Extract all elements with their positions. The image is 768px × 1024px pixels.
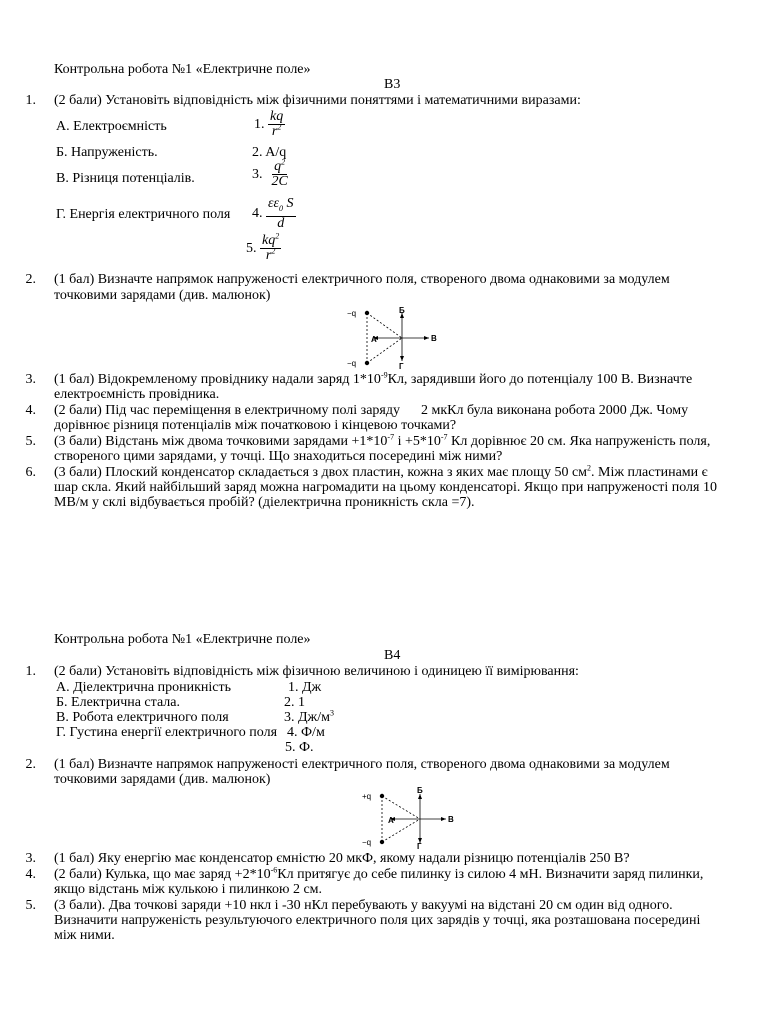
v4-q4-line2: якщо відстань між кулькою і пилинкою 2 см. bbox=[54, 882, 323, 897]
v3-heading: Контрольна робота №1 «Електричне поле» bbox=[54, 62, 311, 77]
formula-q2-over-2c: $\frac{q^2}{2C}$ bbox=[271, 157, 288, 189]
v4-q5-line2: Визначити напруженість результуючого електричного поля цих зарядів у точці, яка розташована посередині bbox=[54, 913, 701, 928]
v4-q1-text: (2 бали) Установіть відповідність між фізичною величиною і одиницею її вимірювання: bbox=[54, 664, 579, 679]
v3-q1-option-1: 1. $\frac{kq}{r^2}$ bbox=[254, 109, 284, 139]
v3-q3-number: 3. bbox=[25, 372, 36, 387]
v4-q1-right-3: 3. $Дж/м^3$ bbox=[284, 708, 334, 725]
v4-q1-right-2: 2. 1 bbox=[284, 695, 305, 710]
v4-heading: Контрольна робота №1 «Електричне поле» bbox=[54, 632, 311, 647]
svg-text:Б: Б bbox=[417, 787, 423, 795]
v3-q4-line2: дорівнює різниця потенціалів між початковою і кінцевою точками? bbox=[54, 418, 457, 433]
svg-text:Г: Г bbox=[417, 842, 422, 849]
v4-variant: В4 bbox=[384, 648, 401, 663]
v4-q4-line1: (2 бали) Кулька, що має заряд $+2*10^{-6}Кл$ притягує до себе пилинку із силою 4 мН. Визначити заряд пилинки, bbox=[54, 865, 704, 882]
svg-text:В: В bbox=[448, 815, 454, 824]
v3-q1-option-3: 3. $\frac{q^2}{2C}$ bbox=[252, 157, 288, 189]
v3-q4-number: 4. bbox=[25, 403, 36, 418]
formula-kq2-over-r2: $\frac{kq^2}{r^2}$ bbox=[262, 231, 280, 263]
v4-q1-left-b: Б. Електрична стала. bbox=[56, 695, 180, 710]
svg-text:−q: −q bbox=[347, 359, 357, 368]
v3-q2-line2: точковими зарядами (див. малюнок) bbox=[54, 288, 271, 303]
v3-q5-line2: створеного цими зарядами, у точці. Що знаходиться посередині між ними? bbox=[54, 449, 503, 464]
v3-q4-line1: (2 бали) Під час переміщення в електричному полі заряду 2 мкКл була виконана робота 2000 Дж. Чому bbox=[54, 403, 689, 418]
v3-q1-text: (2 бали) Установіть відповідність між фізичними поняттями і математичними виразами: bbox=[54, 93, 581, 108]
v3-q5-number: 5. bbox=[25, 434, 36, 449]
svg-text:Б: Б bbox=[399, 306, 405, 315]
v4-q4-number: 4. bbox=[25, 867, 36, 882]
v3-q6-line1: (3 бали) Плоский конденсатор складається з двох пластин, кожна з яких має площу 50 $см^2$. Між пластинами є bbox=[54, 463, 708, 480]
v4-q1-left-a: А. Діелектрична проникність bbox=[56, 680, 231, 695]
svg-text:−q: −q bbox=[347, 309, 357, 318]
v4-q1-number: 1. bbox=[25, 664, 36, 679]
v3-variant: В3 bbox=[384, 77, 401, 92]
v4-q5-line1: (3 бали). Два точкові заряди +10 нкл і -30 нКл перебувають у вакуумі на відстані 20 см один від одного. bbox=[54, 898, 673, 913]
v4-q1-left-v: В. Робота електричного поля bbox=[56, 710, 229, 725]
formula-ee0s-over-d: $\frac{\varepsilon\varepsilon_0 S}{d}$ bbox=[268, 196, 294, 231]
v4-q2-line2: точковими зарядами (див. малюнок) bbox=[54, 772, 271, 787]
formula-kq-over-r2: $\frac{kq}{r^2}$ bbox=[270, 109, 284, 139]
v3-q6-line3: МВ/м у склі відбувається пробій? (діелектрична проникність скла =7). bbox=[54, 495, 475, 510]
v3-q1-number: 1. bbox=[25, 93, 36, 108]
v3-q6-line2: шар скла. Який найбільший заряд можна нагромадити на цьому конденсаторі. Якщо при напруженості поля 10 bbox=[54, 480, 717, 495]
v3-q5-line1: (3 бали) Відстань між двома точковими зарядами $+1*10^{-7}$ $і +5*10^{-7}$ Кл дорівнює 20 см. Яка напруженість поля, bbox=[54, 432, 711, 449]
svg-text:А: А bbox=[371, 335, 377, 344]
svg-text:Г: Г bbox=[399, 362, 404, 370]
v3-q1-left-g: Г. Енергія електричного поля bbox=[56, 207, 231, 222]
v4-q3-line1: (1 бал) Яку енергію має конденсатор ємністю 20 мкФ, якому надали різницю потенціалів 250 В? bbox=[54, 851, 630, 866]
v4-q5-number: 5. bbox=[25, 898, 36, 913]
v3-q1-option-4: 4. $\frac{\varepsilon\varepsilon_0 S}{d}$ bbox=[252, 196, 294, 231]
v4-q1-left-g: Г. Густина енергії електричного поля bbox=[56, 725, 278, 740]
svg-text:А: А bbox=[388, 816, 394, 825]
svg-text:+q: +q bbox=[362, 792, 372, 801]
svg-text:−q: −q bbox=[362, 838, 372, 847]
v3-q6-number: 6. bbox=[25, 465, 36, 480]
v3-q3-line2: електроємність провідника. bbox=[54, 387, 220, 402]
v4-field-diagram bbox=[358, 787, 458, 849]
svg-text:В: В bbox=[431, 334, 437, 343]
v4-q5-line3: між ними. bbox=[54, 928, 115, 943]
v3-field-diagram bbox=[345, 305, 440, 370]
v3-q1-left-b: Б. Напруженість. bbox=[56, 145, 158, 160]
v3-q3-line1: (1 бал) Відокремленому провіднику надали заряд $1*10^{-9}Кл$, зарядивши його до потенціалу 100 В. Визначте bbox=[54, 370, 693, 387]
v4-q1-right-5: 5. Ф. bbox=[285, 740, 314, 755]
v4-q1-right-1: 1. Дж bbox=[288, 680, 322, 695]
v3-q2-line1: (1 бал) Визначте напрямок напруженості електричного поля, створеного двома однаковими за модулем bbox=[54, 272, 670, 287]
v4-q2-line1: (1 бал) Визначте напрямок напруженості електричного поля, створеного двома однаковими за модулем bbox=[54, 757, 670, 772]
v3-q1-option-2: 2. A/q bbox=[252, 145, 287, 160]
v3-q1-option-5: 5. $\frac{kq^2}{r^2}$ bbox=[246, 231, 280, 263]
v4-q3-number: 3. bbox=[25, 851, 36, 866]
v4-q1-right-4: 4. Ф/м bbox=[287, 725, 325, 740]
v3-q1-left-a: А. Електроємність bbox=[56, 119, 167, 134]
v3-q2-number: 2. bbox=[25, 272, 36, 287]
v4-q2-number: 2. bbox=[25, 757, 36, 772]
v3-q1-left-v: В. Різниця потенціалів. bbox=[56, 171, 195, 186]
